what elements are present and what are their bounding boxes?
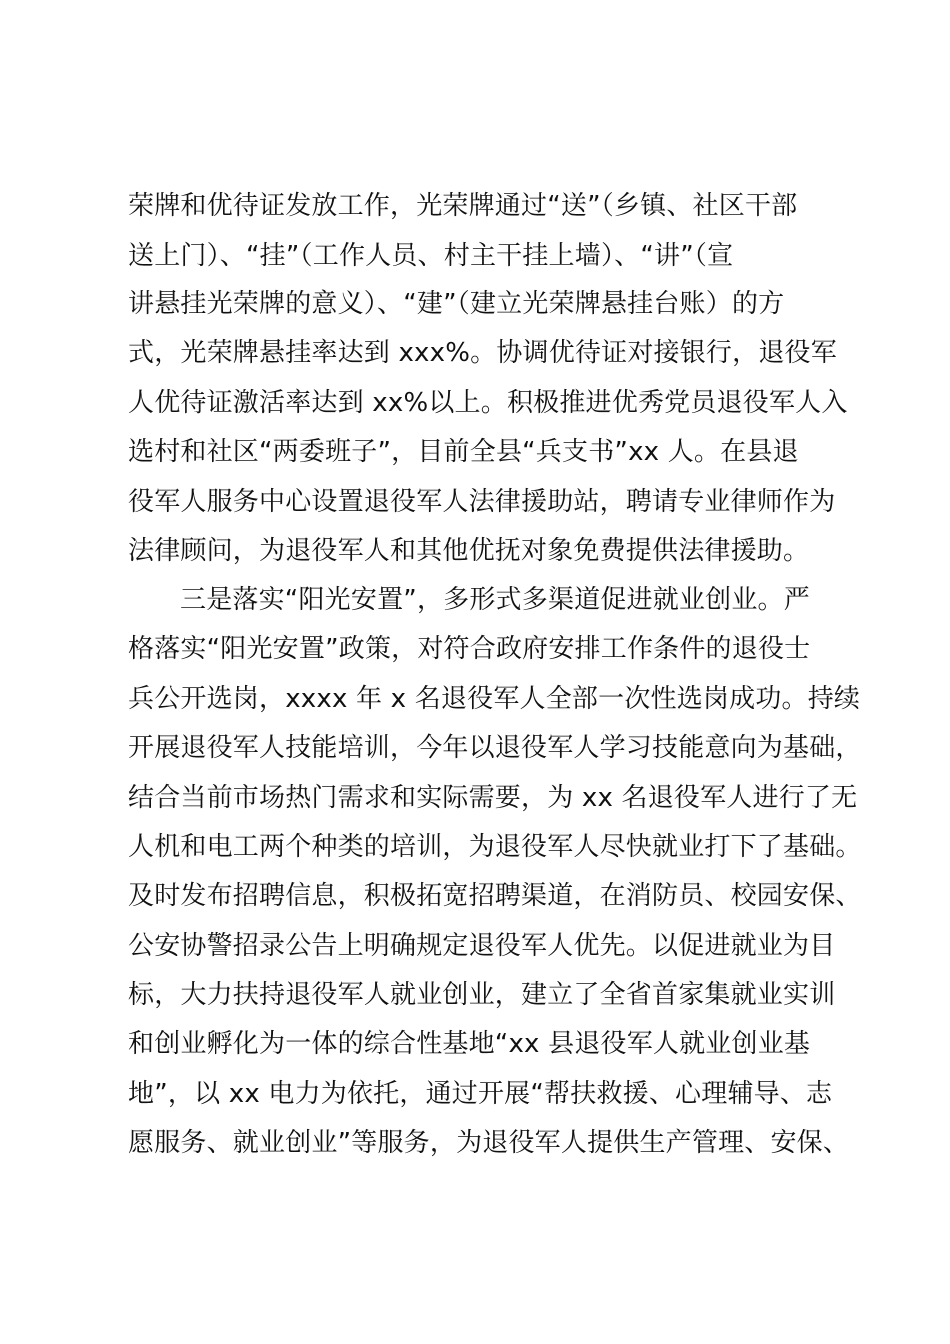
- text-line: 役军人服务中心设置退役军人法律援助站，聘请专业律师作为: [128, 487, 836, 517]
- text-line: 荣牌和优待证发放工作，光荣牌通过“送”（乡镇、社区干部: [128, 191, 798, 221]
- text-line: 选村和社区“两委班子”，目前全县“兵支书”xx 人。在县退: [128, 437, 799, 467]
- text-line: 讲悬挂光荣牌的意义）、“建”（建立光荣牌悬挂台账）的方: [128, 289, 785, 319]
- text-line: 愿服务、就业创业”等服务，为退役军人提供生产管理、安保、: [128, 1128, 850, 1158]
- text-line: 法律顾问，为退役军人和其他优抚对象免费提供法律援助。: [128, 536, 810, 566]
- text-line: 兵公开选岗，xxxx 年 x 名退役军人全部一次性选岗成功。持续: [128, 684, 861, 714]
- text-line: 人机和电工两个种类的培训，为退役军人尽快就业打下了基础。: [128, 832, 862, 862]
- text-line: 送上门）、“挂”（工作人员、村主干挂上墙）、“讲”（宣: [128, 241, 734, 271]
- text-line: 标，大力扶持退役军人就业创业，建立了全省首家集就业实训: [128, 980, 836, 1010]
- paragraph-heading-line: 三是落实“阳光安置”，多形式多渠道促进就业创业。严: [180, 585, 810, 615]
- text-line: 式，光荣牌悬挂率达到 xxx%。协调优待证对接银行，退役军: [128, 338, 837, 368]
- text-line: 开展退役军人技能培训，今年以退役军人学习技能意向为基础，: [128, 733, 862, 763]
- text-line: 及时发布招聘信息，积极拓宽招聘渠道，在消防员、校园安保、: [128, 881, 862, 911]
- text-line: 和创业孵化为一体的综合性基地“xx 县退役军人就业创业基: [128, 1029, 811, 1059]
- text-line: 结合当前市场热门需求和实际需要，为 xx 名退役军人进行了无: [128, 783, 858, 813]
- text-line: 人优待证激活率达到 xx%以上。积极推进优秀党员退役军人入: [128, 388, 848, 418]
- text-line: 公安协警招录公告上明确规定退役军人优先。以促进就业为目: [128, 931, 836, 961]
- text-line: 地”，以 xx 电力为依托，通过开展“帮扶救援、心理辅导、志: [128, 1079, 833, 1109]
- text-line: 格落实“阳光安置”政策，对符合政府安排工作条件的退役士: [128, 634, 811, 664]
